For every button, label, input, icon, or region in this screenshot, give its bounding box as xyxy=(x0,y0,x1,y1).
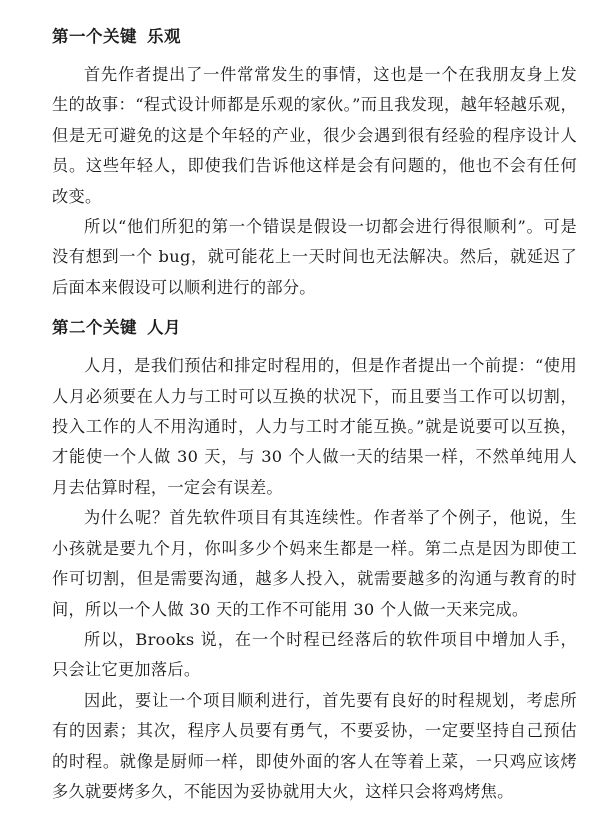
paragraph: 人月，是我们预估和排定时程用的，但是作者提出一个前提：“使用人月必须要在人力与工时可以互换的状况下，而且要当工作可以切割，投入工作的人不用沟通时，人力与工时才能互换。”就是说要可以互换，才能使一个人做 30 天，与 30 个人做一天的结果一样，不然单纯用人月去估算时程，一定会有误差。 xyxy=(52,356,577,497)
section-title-1-topic: 乐观 xyxy=(147,27,181,46)
section-title-2-prefix: 第二个关键 xyxy=(52,318,137,338)
paragraph: 因此，要让一个项目顺利进行，首先要有良好的时程规划，考虑所有的因素；其次，程序人员要有勇气，不要妥协，一定要坚持自己预估的时程。就像是厨师一样，即使外面的客人在等着上菜，一只鸡应该烤多久就要烤多久，不能因为妥协就用大火，这样只会将鸡烤焦。 xyxy=(52,690,577,801)
section-title-2 xyxy=(52,317,577,339)
section-title-1-prefix: 第一个关键 xyxy=(52,27,137,46)
paragraph: 首先作者提出了一件常常发生的事情，这也是一个在我朋友身上发生的故事：“程式设计师都是乐观的家伙。”而且我发现，越年轻越乐观，但是无可避免的这是个年轻的产业，很少会遇到很有经验的程序设计人员。这些年轻人，即使我们告诉他这样是会有问题的，他也不会有任何改变。 xyxy=(52,65,577,206)
section-title-2-topic: 人月 xyxy=(147,318,181,338)
section-title-1 xyxy=(52,26,577,48)
paragraph: 所以“他们所犯的第一个错误是假设一切都会进行得很顺利”。可是没有想到一个 bug，就可能花上一天时间也无法解决。然后，就延迟了后面本来假设可以顺利进行的部分。 xyxy=(52,217,577,297)
paragraph: 为什么呢？首先软件项目有其连续性。作者举了个例子，他说，生小孩就是要九个月，你叫多少个妈来生都是一样。第二点是因为即使工作可切割，但是需要沟通，越多人投入，就需要越多的沟通与教育的时间，所以一个人做 30 天的工作不可能用 30 个人做一天来完成。 xyxy=(52,508,577,619)
paragraph: 所以，Brooks 说，在一个时程已经落后的软件项目中增加人手，只会让它更加落后。 xyxy=(52,629,577,680)
